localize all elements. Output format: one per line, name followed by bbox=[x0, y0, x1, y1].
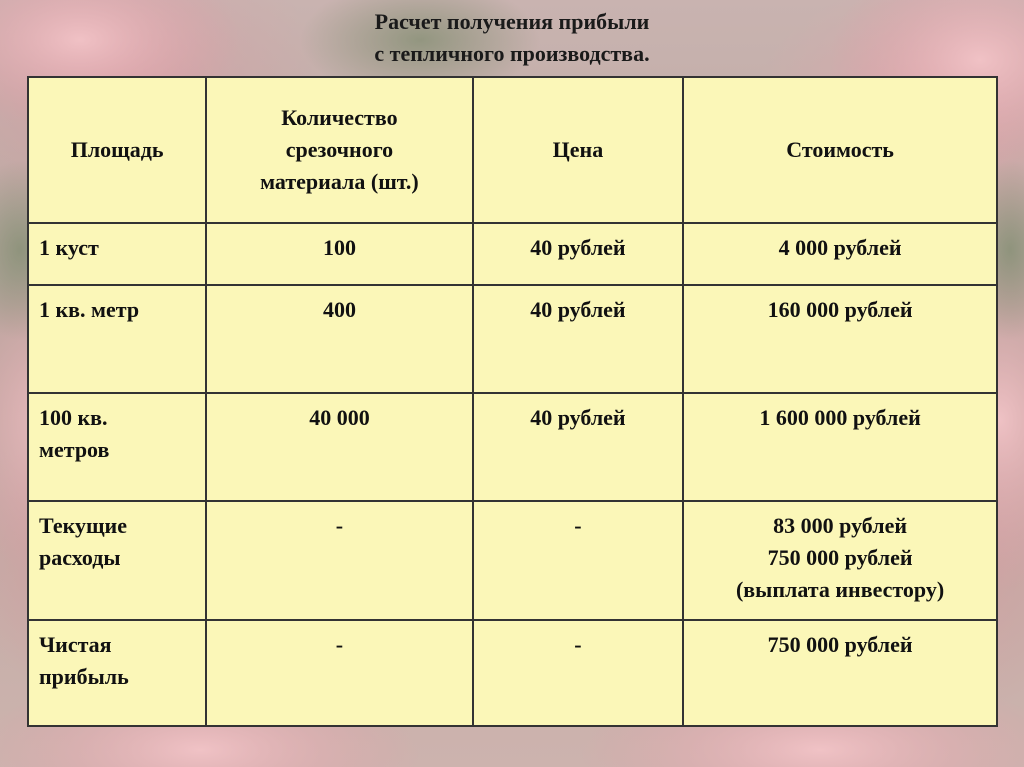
row-area: Текущие расходы bbox=[28, 501, 206, 620]
table-row bbox=[28, 620, 997, 726]
profit-table bbox=[27, 76, 998, 727]
row-price: 40 рублей bbox=[473, 285, 684, 393]
row-price: - bbox=[473, 501, 684, 620]
row-price: 40 рублей bbox=[473, 223, 684, 285]
row-cost: 160 000 рублей bbox=[683, 285, 997, 393]
row-quantity: 400 bbox=[206, 285, 472, 393]
row-cost: 4 000 рублей bbox=[683, 223, 997, 285]
row-quantity: 100 bbox=[206, 223, 472, 285]
row-area: Чистая прибыль bbox=[28, 620, 206, 726]
row-quantity: - bbox=[206, 501, 472, 620]
row-area: 1 куст bbox=[28, 223, 206, 285]
slide-title-line2: с тепличного производства. bbox=[374, 41, 650, 66]
header-quantity: Количество срезочного материала (шт.) bbox=[206, 77, 472, 223]
row-area: 100 кв. метров bbox=[28, 393, 206, 501]
row-cost: 1 600 000 рублей bbox=[683, 393, 997, 501]
row-quantity: 40 000 bbox=[206, 393, 472, 501]
slide-title bbox=[250, 6, 774, 70]
row-quantity: - bbox=[206, 620, 472, 726]
table-row bbox=[28, 285, 997, 393]
header-cost: Стоимость bbox=[683, 77, 997, 223]
row-price: 40 рублей bbox=[473, 393, 684, 501]
header-price: Цена bbox=[473, 77, 684, 223]
row-area: 1 кв. метр bbox=[28, 285, 206, 393]
table-row bbox=[28, 393, 997, 501]
row-cost: 83 000 рублей 750 000 рублей (выплата инвестору) bbox=[683, 501, 997, 620]
table-row bbox=[28, 223, 997, 285]
slide-title-line1: Расчет получения прибыли bbox=[374, 9, 650, 34]
row-cost: 750 000 рублей bbox=[683, 620, 997, 726]
table-row bbox=[28, 501, 997, 620]
header-area: Площадь bbox=[28, 77, 206, 223]
row-price: - bbox=[473, 620, 684, 726]
table-header-row bbox=[28, 77, 997, 223]
